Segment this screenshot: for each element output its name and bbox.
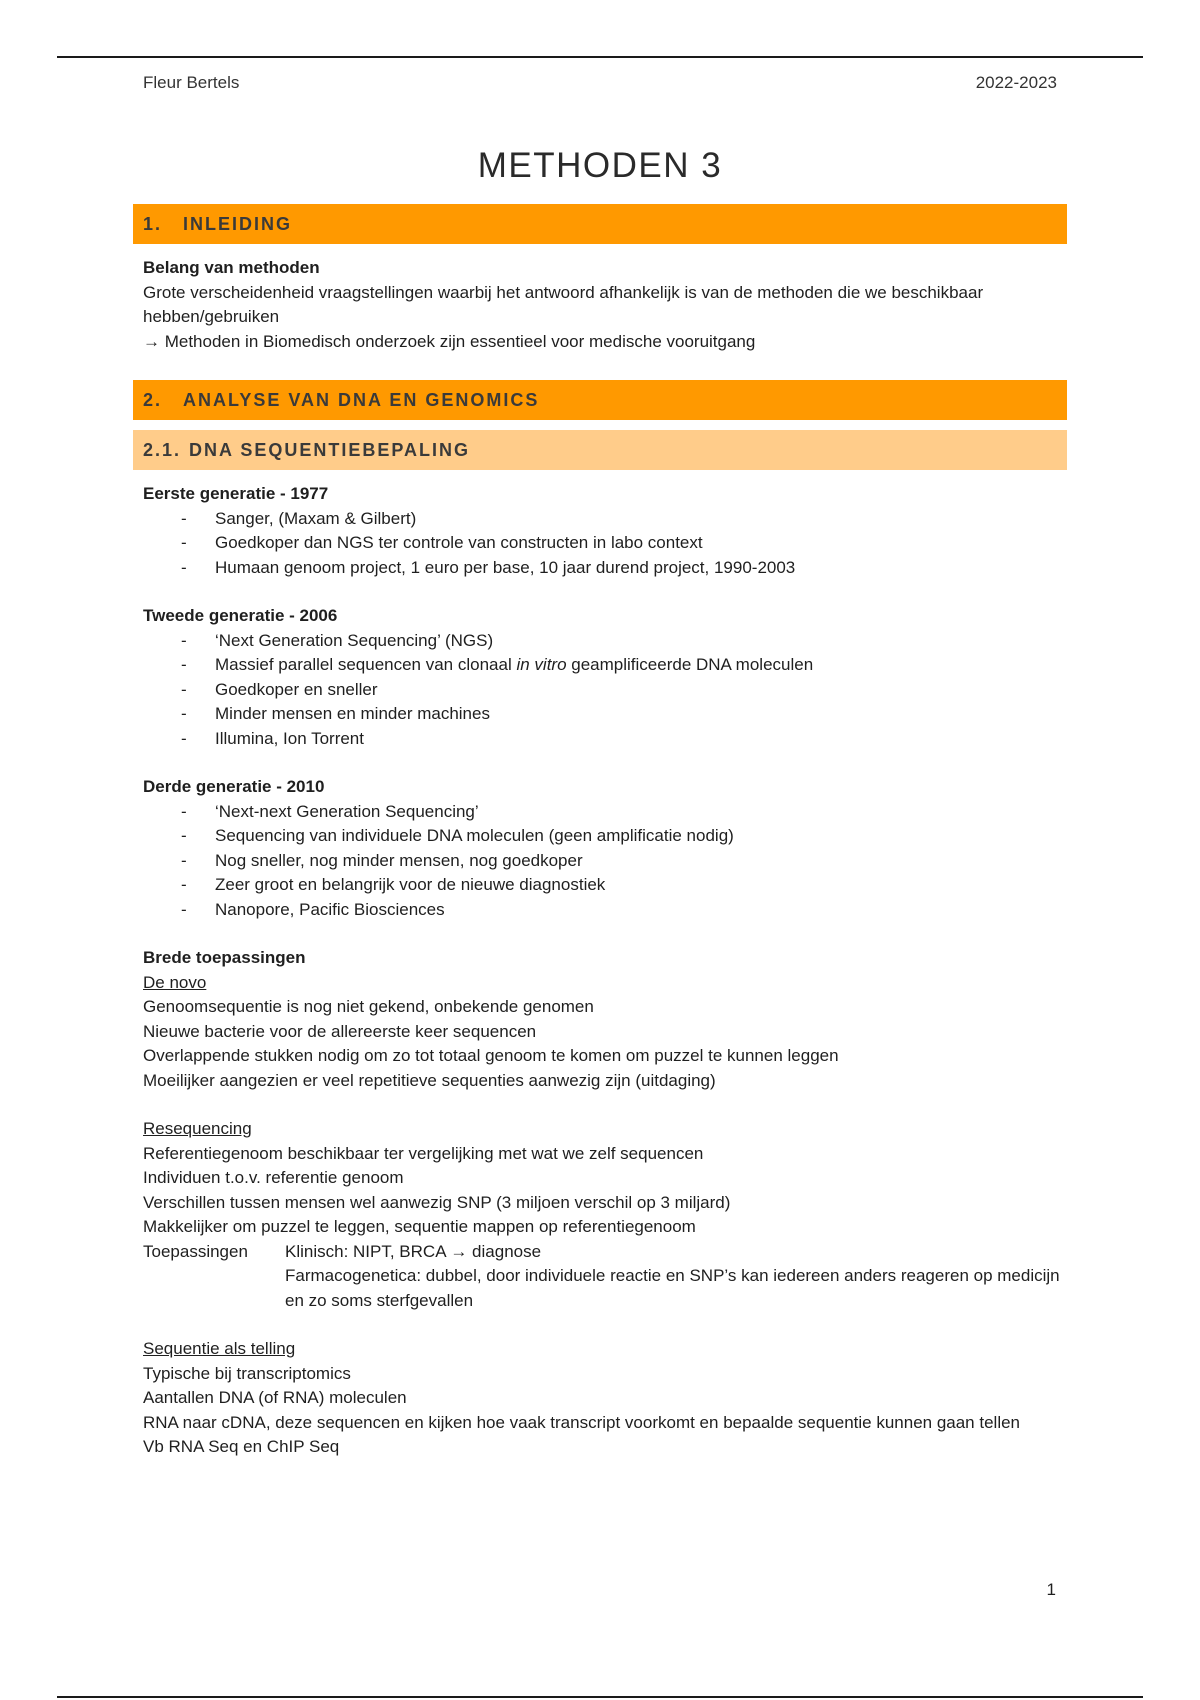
- section-1-number: 1.: [143, 214, 163, 234]
- denovo-title: De novo: [143, 972, 207, 992]
- header-author: Fleur Bertels: [143, 73, 240, 92]
- list-item: - Goedkoper dan NGS ter controle van constructen in labo context: [143, 531, 1067, 556]
- gen1-title: Eerste generatie - 1977: [143, 484, 329, 503]
- denovo-line: Nieuwe bacterie voor de allereerste keer sequencen: [143, 1021, 537, 1041]
- page-number: 1: [1046, 1580, 1056, 1599]
- reseq-line: Individuen t.o.v. referentie genoom: [143, 1168, 404, 1187]
- reseq-line: Verschillen tussen mensen wel aanwezig SNP (3 miljoen verschil op 3 miljard): [143, 1192, 731, 1212]
- section-1-title: INLEIDING: [183, 214, 293, 234]
- section-2-title: ANALYSE VAN DNA EN GENOMICS: [183, 390, 540, 410]
- gen1-list: [143, 507, 1067, 581]
- reseq-title: Resequencing: [143, 1119, 252, 1138]
- list-item: [143, 653, 1067, 678]
- gen3-list: [143, 800, 1067, 923]
- paragraph: Grote verscheidenheid vraagstellingen waarbij het antwoord afhankelijk is van de methoden die we beschikbaar hebben/gebruiken: [143, 282, 984, 326]
- top-rule: [57, 56, 1143, 58]
- list-item: - Zeer groot en belangrijk voor de nieuwe diagnostiek: [143, 873, 1067, 898]
- list-item: - Minder mensen en minder machines: [143, 702, 1067, 727]
- telling-line: Vb RNA Seq en ChIP Seq: [143, 1437, 340, 1456]
- list-item: - Goedkoper en sneller: [143, 678, 1067, 703]
- brede-title: Brede toepassingen: [143, 948, 306, 967]
- list-item: - Nog sneller, nog minder mensen, nog goedkoper: [143, 849, 1067, 874]
- list-item: - Nanopore, Pacific Biosciences: [143, 898, 1067, 923]
- telling-title: Sequentie als telling: [143, 1339, 296, 1358]
- reseq-line: Makkelijker om puzzel te leggen, sequentie mappen op referentiegenoom: [143, 1217, 696, 1236]
- toepassingen-values: [285, 1240, 1067, 1314]
- gen2-list: [143, 629, 1067, 752]
- section-2-1-number: 2.1.: [143, 440, 182, 460]
- list-item: - Humaan genoom project, 1 euro per base, 10 jaar durend project, 1990-2003: [143, 556, 1067, 581]
- section-2-1-heading: [133, 430, 1067, 470]
- arrow-paragraph: → Methoden in Biomedisch onderzoek zijn essentieel voor medische vooruitgang: [143, 331, 756, 351]
- toepassing-line: Klinisch: NIPT, BRCA → diagnose: [285, 1241, 542, 1261]
- denovo-line: Genoomsequentie is nog niet gekend, onbekende genomen: [143, 997, 594, 1016]
- section-2-heading: [133, 380, 1067, 420]
- bottom-rule: [57, 1696, 1143, 1698]
- toepassing-line: Farmacogenetica: dubbel, door individuele reactie en SNP’s kan iedereen anders reageren op medicijn en zo soms sterfgevallen: [285, 1266, 1060, 1310]
- denovo-line: Moeilijker aangezien er veel repetitieve sequenties aanwezig zijn (uitdaging): [143, 1070, 716, 1090]
- list-item: - ‘Next Generation Sequencing’ (NGS): [143, 629, 1067, 654]
- section-1-heading: [133, 204, 1067, 244]
- section-1-body: [133, 256, 1067, 354]
- document-body: [133, 204, 1067, 1460]
- telling-line: RNA naar cDNA, deze sequencen en kijken hoe vaak transcript voorkomt en bepaalde sequentie kunnen gaan tellen: [143, 1412, 1021, 1432]
- telling-line: Typische bij transcriptomics: [143, 1363, 351, 1383]
- subheading-belang: Belang van methoden: [143, 258, 320, 277]
- section-2-number: 2.: [143, 390, 163, 410]
- toepassingen-label: Toepassingen: [143, 1241, 248, 1261]
- page-title: METHODEN 3: [477, 146, 723, 185]
- denovo-line: Overlappende stukken nodig om zo tot totaal genoom te komen om puzzel te kunnen leggen: [143, 1046, 839, 1065]
- text-run: geamplificeerde DNA moleculen: [566, 655, 814, 674]
- section-2-1-title: DNA SEQUENTIEBEPALING: [189, 440, 471, 460]
- section-2-1-body: [133, 482, 1067, 1460]
- telling-line: Aantallen DNA (of RNA) moleculen: [143, 1388, 407, 1407]
- list-item: - Sequencing van individuele DNA moleculen (geen amplificatie nodig): [143, 824, 1067, 849]
- italic-term: in vitro: [516, 655, 567, 674]
- list-item: - ‘Next-next Generation Sequencing’: [143, 800, 1067, 825]
- text-run: Massief parallel sequencen van clonaal: [215, 655, 517, 674]
- list-item: - Illumina, Ion Torrent: [143, 727, 1067, 752]
- gen3-title: Derde generatie - 2010: [143, 777, 325, 796]
- toepassingen-row: [143, 1240, 1067, 1314]
- header-year: 2022-2023: [975, 73, 1057, 92]
- gen2-title: Tweede generatie - 2006: [143, 606, 338, 625]
- reseq-line: Referentiegenoom beschikbaar ter vergelijking met wat we zelf sequencen: [143, 1143, 704, 1163]
- list-item: - Sanger, (Maxam & Gilbert): [143, 507, 1067, 532]
